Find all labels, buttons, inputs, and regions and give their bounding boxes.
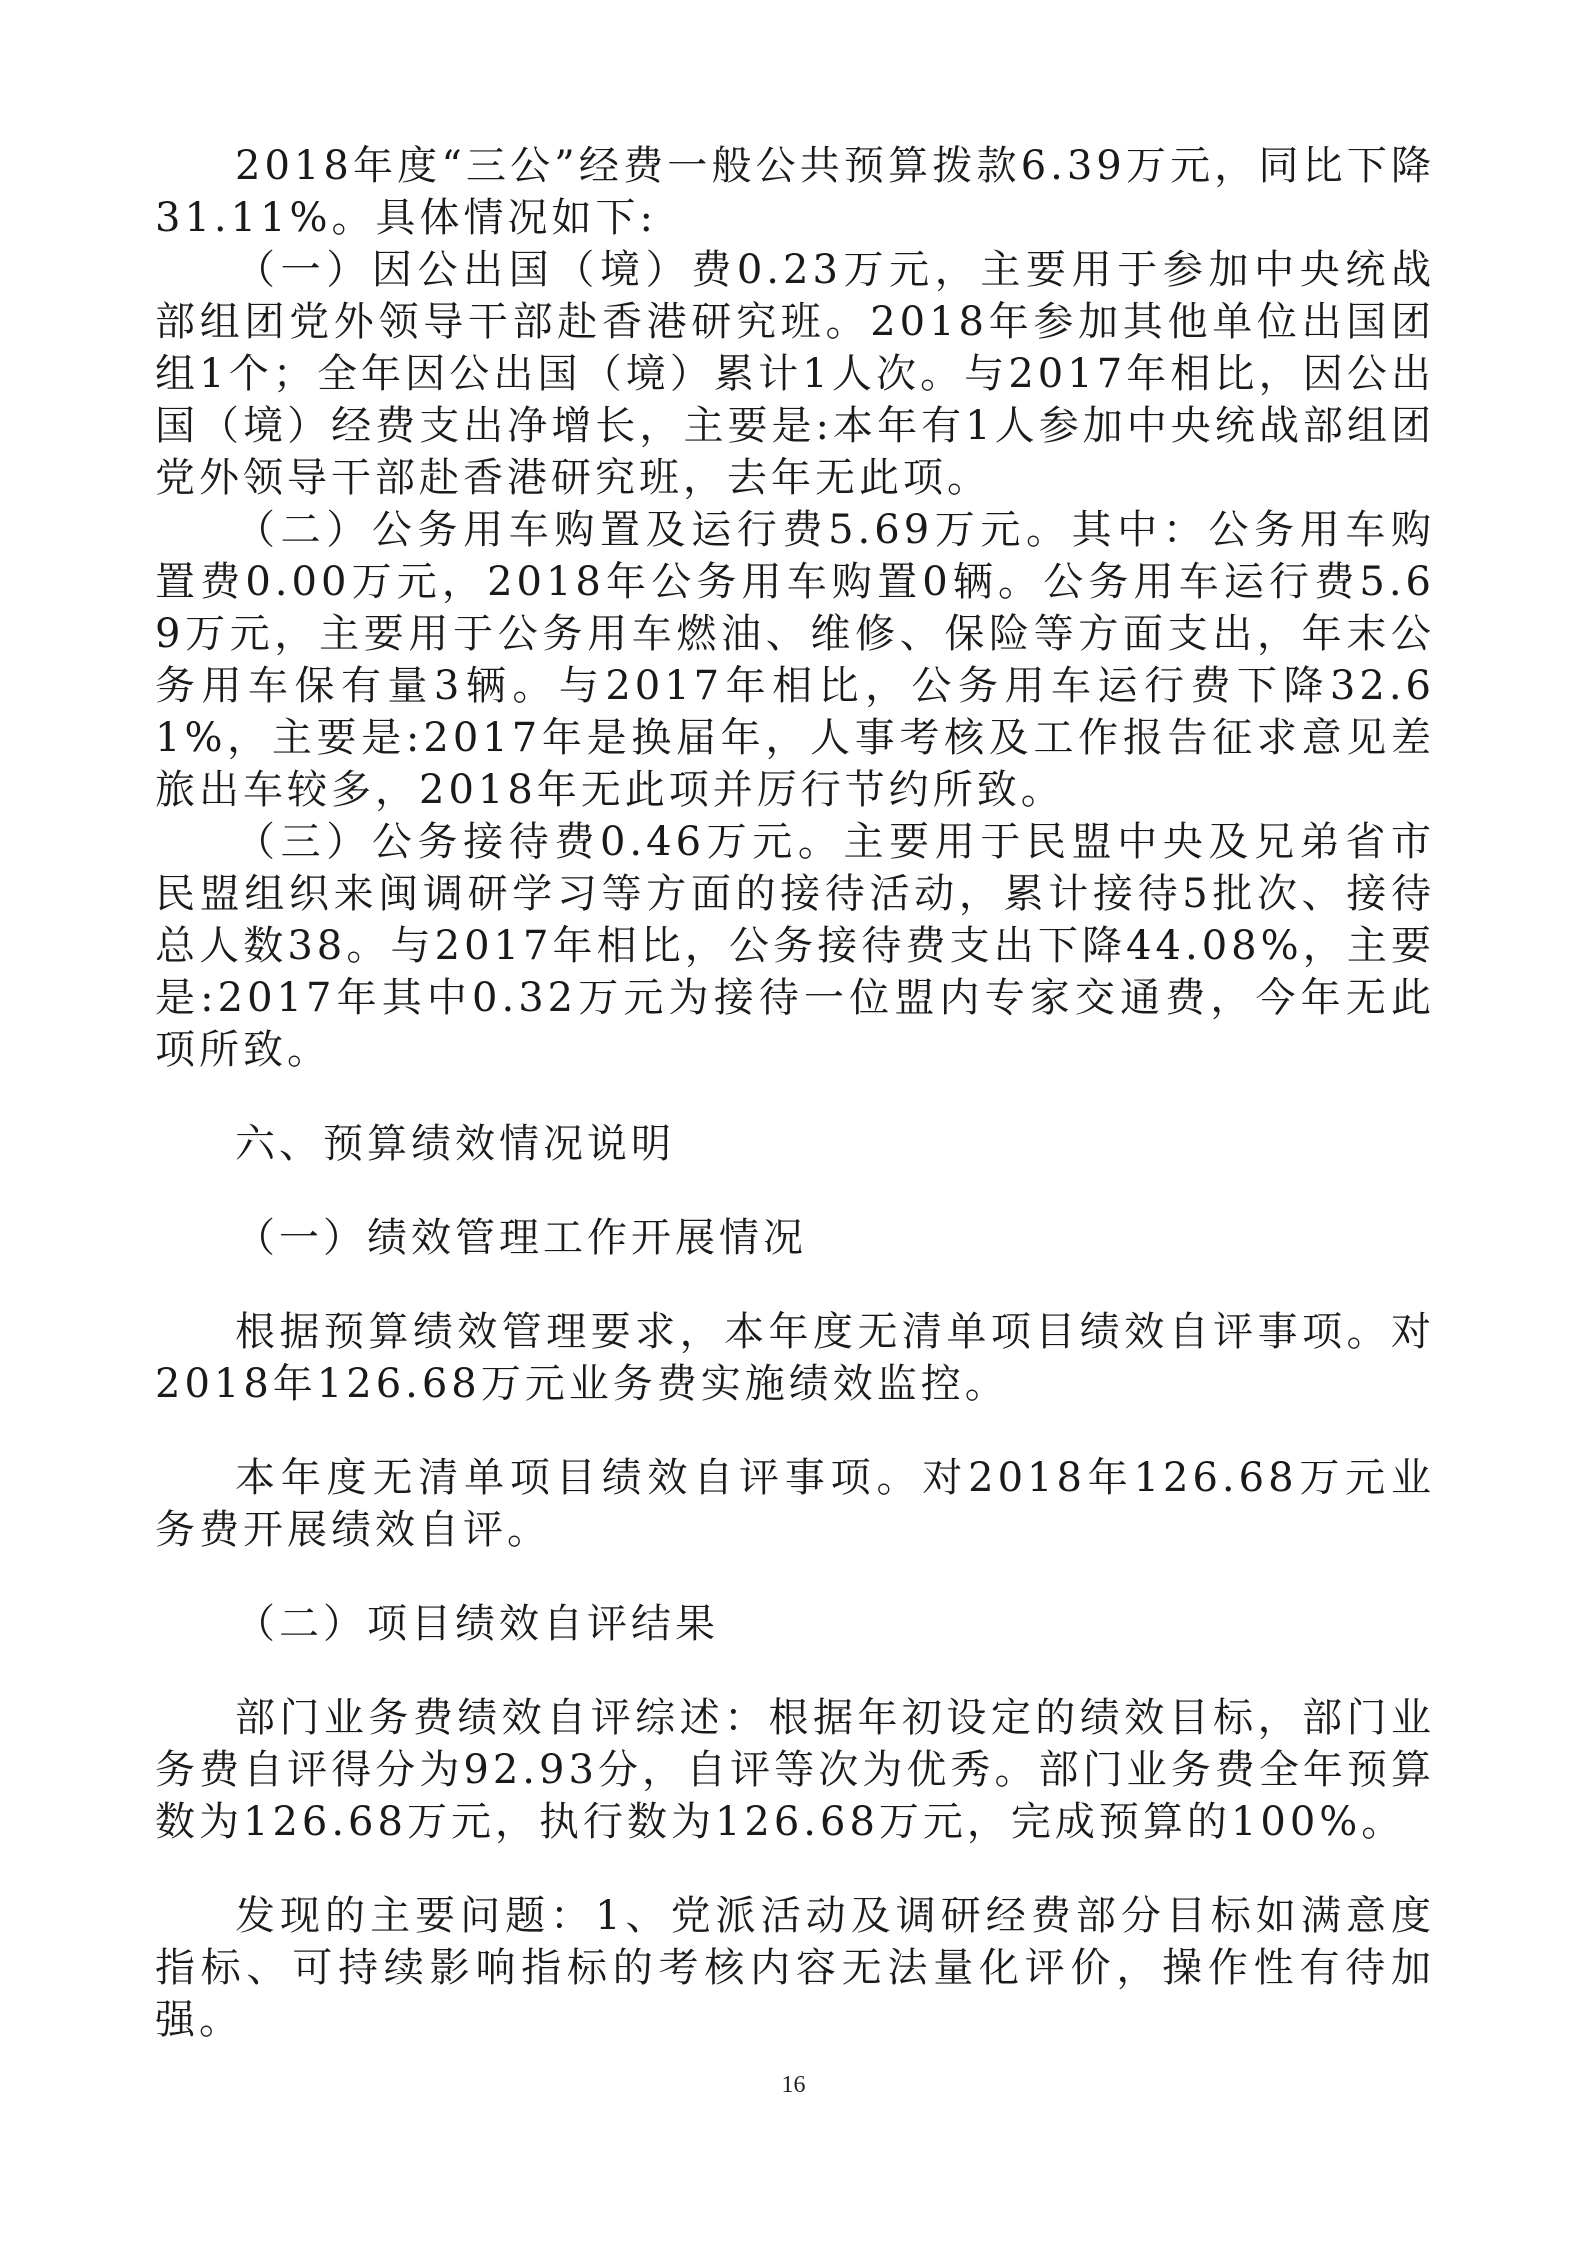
subheading-project-evaluation: （二）项目绩效自评结果 bbox=[235, 1601, 719, 1647]
section-heading-performance: 六、预算绩效情况说明 bbox=[235, 1121, 675, 1167]
paragraph-main-problems: 发现的主要问题：1、党派活动及调研经费部分目标如满意度指标、可持续影响指标的考核内容无法量化评价，操作性有待加强。 bbox=[155, 1893, 1435, 2043]
page-number: 16 bbox=[781, 2072, 806, 2098]
document-body bbox=[155, 140, 1435, 2046]
paragraph-evaluation-summary: 部门业务费绩效自评综述：根据年初设定的绩效目标，部门业务费自评得分为92.93分，自评等次为优秀。部门业务费全年预算数为126.68万元，执行数为126.68万元，完成预算的100%。 bbox=[155, 1695, 1435, 1845]
paragraph-overseas-travel: （一）因公出国（境）费0.23万元，主要用于参加中央统战部组团党外领导干部赴香港研究班。2018年参加其他单位出国团组1个；全年因公出国（境）累计1人次。与2017年相比，因公出国（境）经费支出净增长，主要是:本年有1人参加中央统战部组团党外领导干部赴香港研究班，去年无此项。 bbox=[155, 247, 1435, 501]
paragraph-vehicle-cost: （二）公务用车购置及运行费5.69万元。其中：公务用车购置费0.00万元，2018年公务用车购置0辆。公务用车运行费5.69万元，主要用于公务用车燃油、维修、保险等方面支出，年末公务用车保有量3辆。与2017年相比，公务用车运行费下降32.61%，主要是:2017年是换届年，人事考核及工作报告征求意见差旅出车较多，2018年无此项并厉行节约所致。 bbox=[155, 507, 1435, 813]
subheading-performance-management: （一）绩效管理工作开展情况 bbox=[235, 1215, 807, 1261]
paragraph-three-public-summary: 2018年度“三公”经费一般公共预算拨款6.39万元，同比下降31.11%。具体情况如下: bbox=[155, 143, 1435, 241]
paragraph-reception-cost: （三）公务接待费0.46万元。主要用于民盟中央及兄弟省市民盟组织来闽调研学习等方面的接待活动，累计接待5批次、接待总人数38。与2017年相比，公务接待费支出下降44.08%，主要是:2017年其中0.32万元为接待一位盟内专家交通费，今年无此项所致。 bbox=[155, 819, 1435, 1073]
paragraph-self-evaluation: 本年度无清单项目绩效自评事项。对2018年126.68万元业务费开展绩效自评。 bbox=[155, 1455, 1435, 1553]
paragraph-performance-monitoring: 根据预算绩效管理要求，本年度无清单项目绩效自评事项。对2018年126.68万元业务费实施绩效监控。 bbox=[155, 1309, 1435, 1407]
